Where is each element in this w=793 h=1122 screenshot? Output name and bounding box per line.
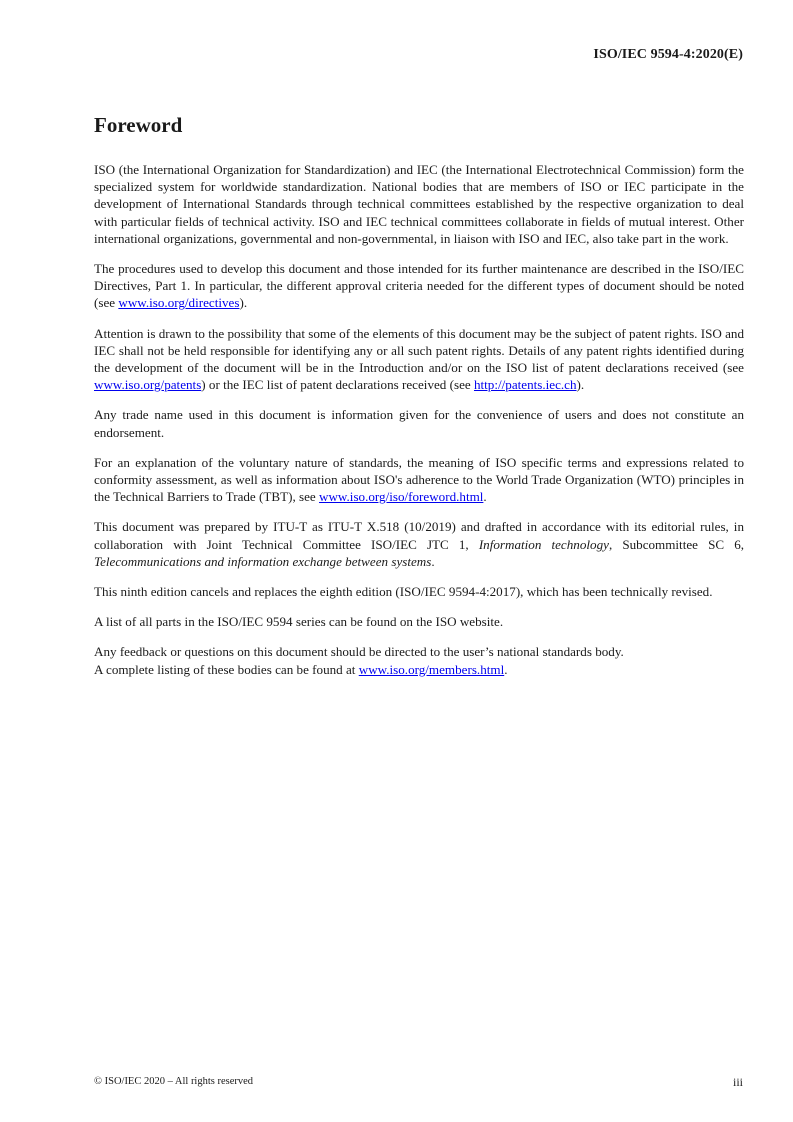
paragraph-procedures: The procedures used to develop this document and those intended for its further maintenance are described in the ISO/IEC Directives, Part 1. In particular, the different approval criteria needed for the different types of document should be noted (see www.iso.org/directives). xyxy=(94,261,744,311)
paragraph-feedback: Any feedback or questions on this document should be directed to the user’s national standards body. A complete listing of these bodies can be found at www.iso.org/members.html. xyxy=(94,644,624,677)
paragraph-preparation: This document was prepared by ITU-T as ITU-T X.518 (10/2019) and drafted in accordance with its editorial rules, in collaboration with Joint Technical Committee ISO/IEC JTC 1, Information technology, Subcommittee SC 6, Telecommunications and information exchange between systems. xyxy=(94,519,745,569)
link-members[interactable]: www.iso.org/members.html xyxy=(358,661,505,677)
paragraph-voluntary-nature: For an explanation of the voluntary nature of standards, the meaning of ISO specific terms and expressions related to conformity assessment, as well as information about ISO's adherence to the World Trade Organization (WTO) principles in the Technical Barriers to Trade (TBT), see www.iso.org/iso/foreword.html. xyxy=(94,454,744,505)
footer-copyright: © ISO/IEC 2020 – All rights reserved xyxy=(94,1076,254,1087)
paragraph-edition: This ninth edition cancels and replaces the eighth edition (ISO/IEC 9594-4:2017), which has been technically revised. xyxy=(94,584,713,600)
paragraph-patents: Attention is drawn to the possibility that some of the elements of this document may be the subject of patent rights. ISO and IEC shall not be held responsible for identifying any or all such patent rights. Details of any patent rights identified during the development of the document will be in the Introduction and/or on the ISO list of patent declarations received (see www.iso.org/patents) or the IEC list of patent declarations received (see http://patents.iec.ch). xyxy=(94,325,744,393)
paragraph-parts-list: A list of all parts in the ISO/IEC 9594 series can be found on the ISO website. xyxy=(94,614,504,630)
foreword-body xyxy=(94,161,744,691)
page-number: iii xyxy=(732,1075,743,1089)
link-foreword[interactable]: www.iso.org/iso/foreword.html xyxy=(319,489,484,505)
committee-name: Information technology xyxy=(478,536,609,552)
link-directives[interactable]: www.iso.org/directives xyxy=(118,295,240,311)
paragraph-iso-iec-intro: ISO (the International Organization for Standardization) and IEC (the International Electrotechnical Commission) form the specialized system for worldwide standardization. National bodies that are members of ISO or IEC participate in the development of International Standards through technical committees established by the respective organization to deal with particular fields of technical activity. ISO and IEC technical committees collaborate in fields of mutual interest. Other international organizations, governmental and non-governmental, in liaison with ISO and IEC, also take part in the work. xyxy=(94,162,744,246)
link-iso-patents[interactable]: www.iso.org/patents xyxy=(94,377,202,393)
subcommittee-name: Telecommunications and information exchange between systems xyxy=(94,553,432,569)
paragraph-trade-name: Any trade name used in this document is information given for the convenience of users and does not constitute an endorsement. xyxy=(94,407,744,440)
page-title: Foreword xyxy=(94,113,183,137)
document-identifier: ISO/IEC 9594-4:2020(E) xyxy=(593,47,743,62)
link-iec-patents[interactable]: http://patents.iec.ch xyxy=(473,377,577,393)
